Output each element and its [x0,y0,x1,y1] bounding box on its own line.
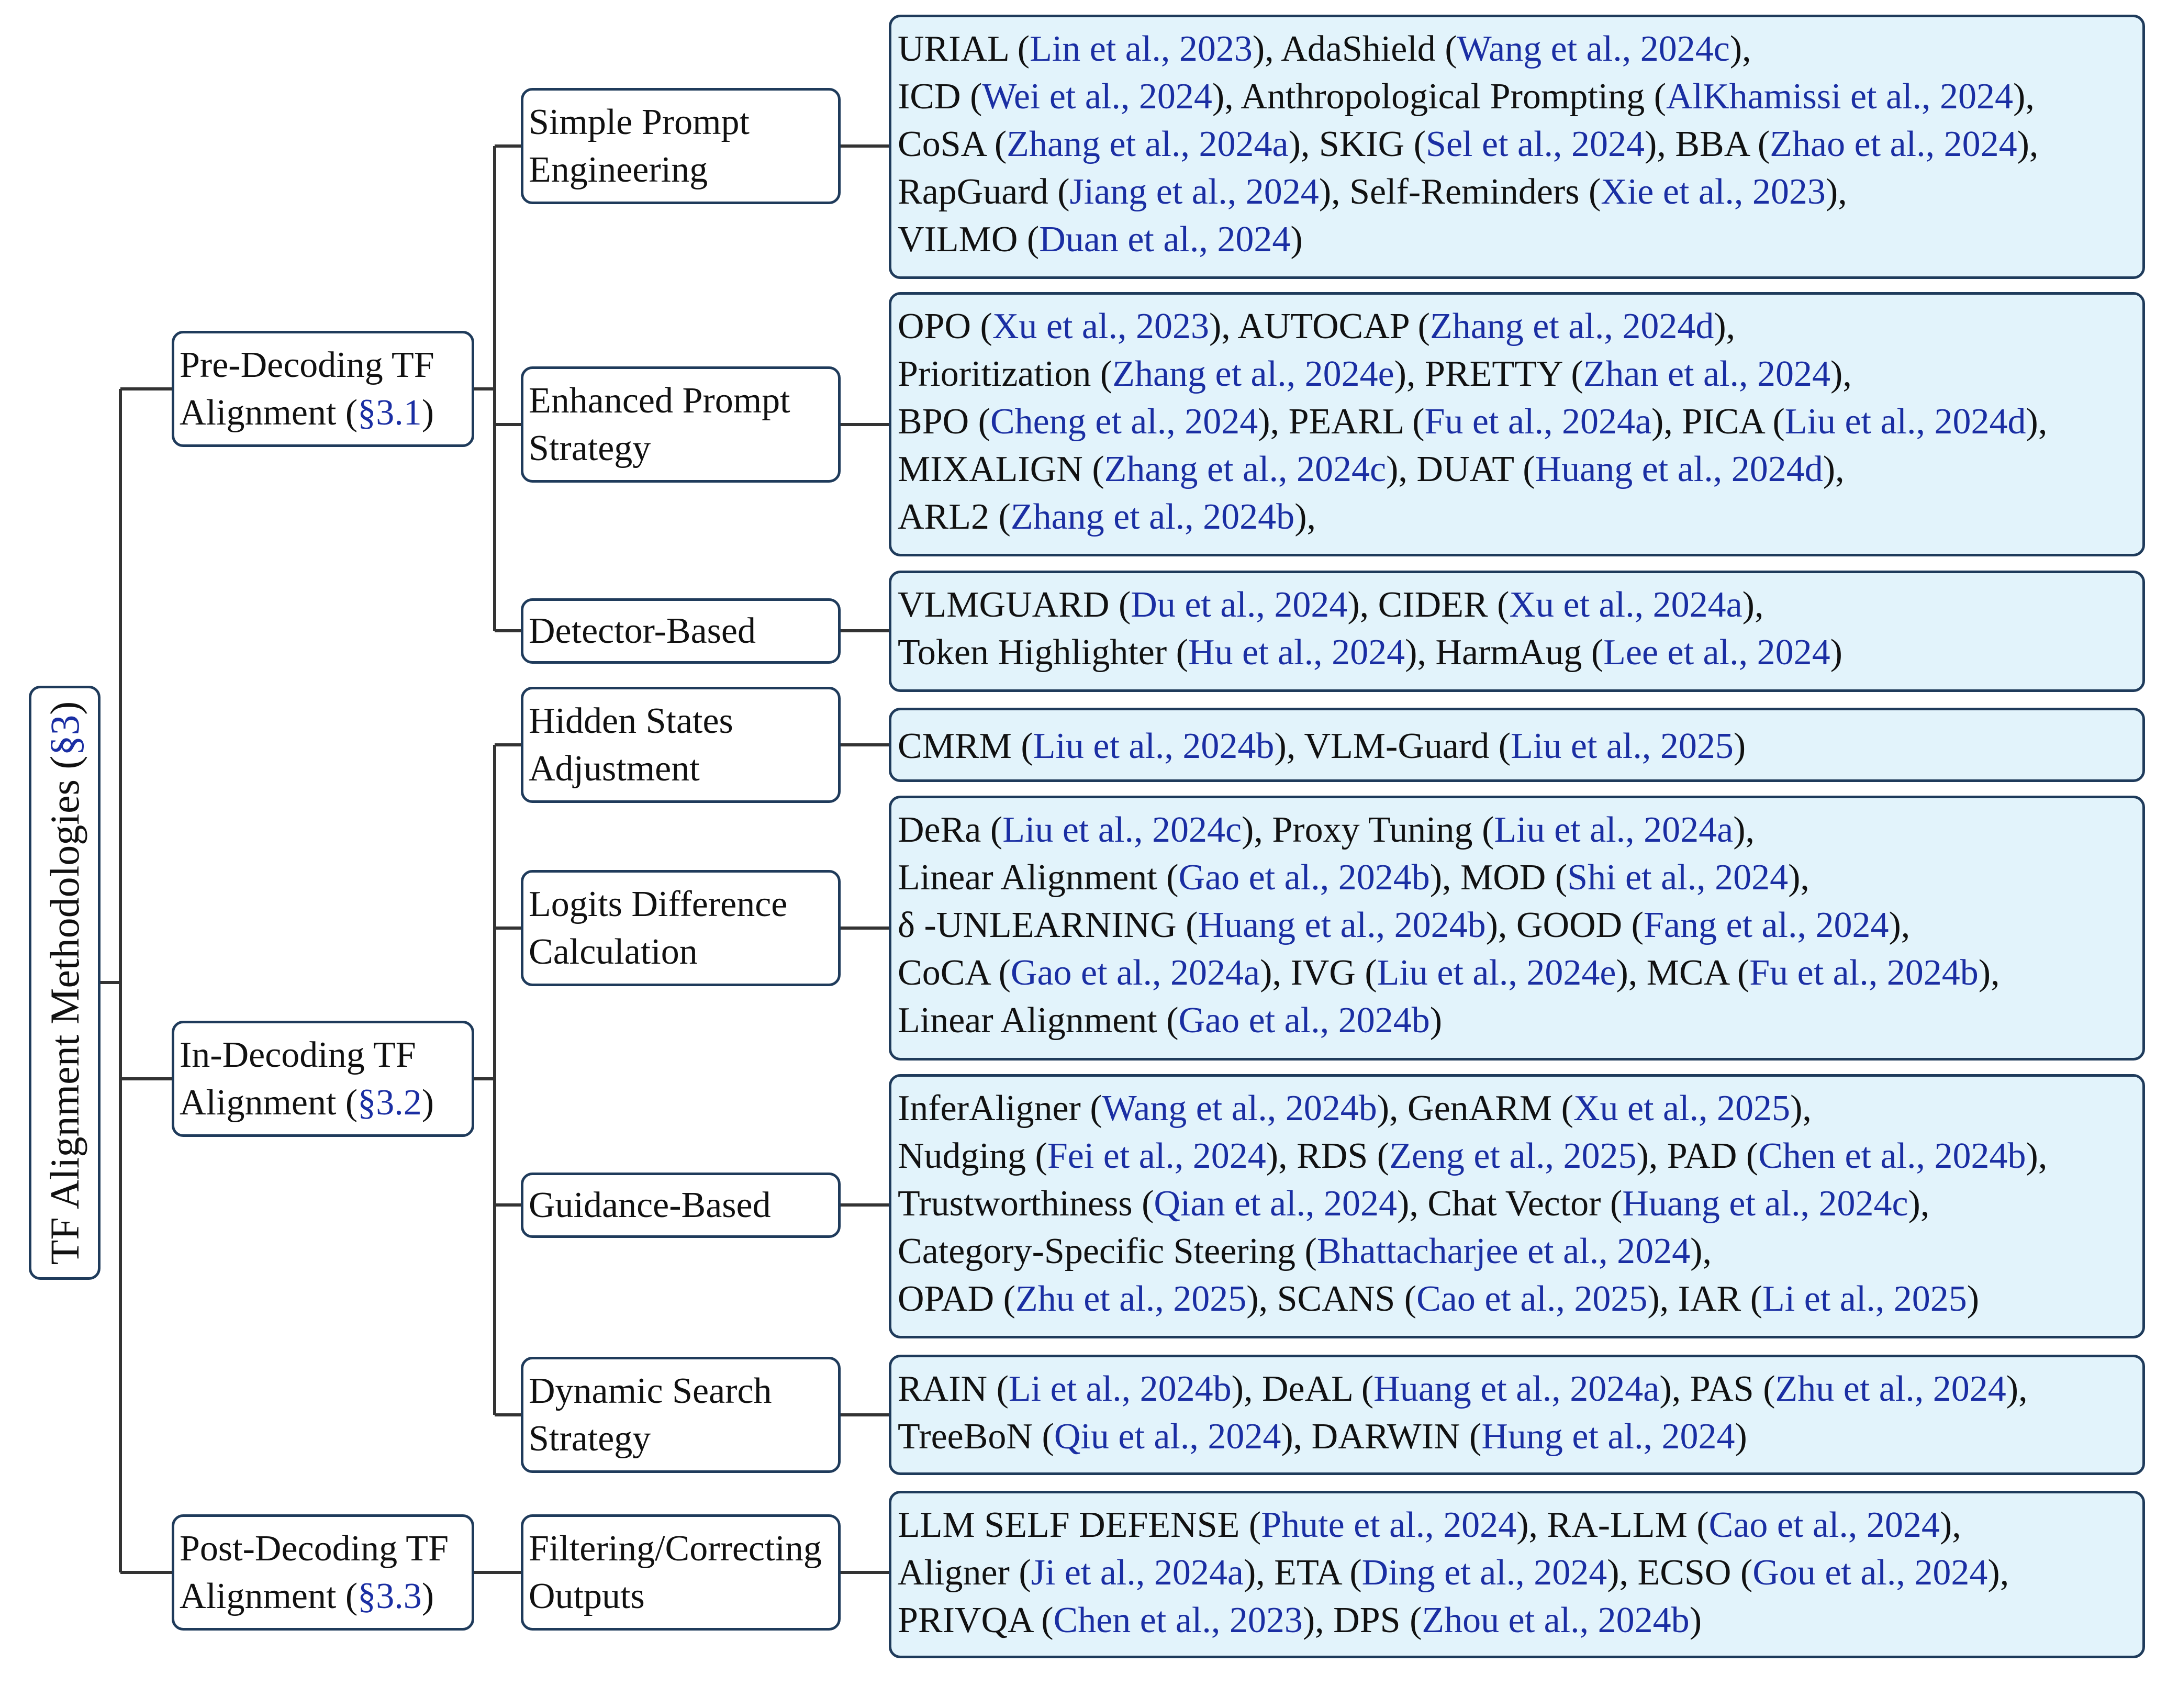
trailing-punctuation: , [1838,172,1847,212]
paper-list-logits-difference-calculation [889,796,2145,1060]
citation-link[interactable]: Gao et al., 2024a [1010,953,1260,993]
citation-link[interactable]: AlKhamissi et al., 2024 [1666,76,2014,117]
paper-list-line: OPAD (Zhu et al., 2025), SCANS (Cao et al., 2025), IAR (Li et al., 2025) [898,1279,1980,1319]
trailing-punctuation: , [1306,497,1316,537]
citation-link[interactable]: Phute et al., 2024 [1261,1505,1517,1545]
method-node-detector-based [521,598,841,664]
citation-link[interactable]: Zeng et al., 2025 [1389,1136,1637,1176]
method-name: PRETTY [1424,354,1562,394]
citation-link[interactable]: Wei et al., 2024 [982,76,1212,117]
paper-list-line: Category-Specific Steering (Bhattacharjee et al., 2024), [898,1231,1712,1271]
method-label-line1: Simple Prompt [529,102,750,142]
citation-link[interactable]: Du et al., 2024 [1131,585,1348,625]
paper-list-line: ARL2 (Zhang et al., 2024b), [898,497,1316,537]
method-label-line2: Adjustment [529,749,700,789]
paper-list-line: ICD (Wei et al., 2024), Anthropological Prompting (AlKhamissi et al., 2024), [898,76,2035,117]
paper-list-line: Aligner (Ji et al., 2024a), ETA (Ding et al., 2024), ECSO (Gou et al., 2024), [898,1553,2009,1593]
trailing-punctuation: , [1726,306,1736,347]
trailing-punctuation: , [1920,1184,1930,1224]
method-name: IVG [1290,953,1356,993]
method-name: SKIG [1319,124,1405,164]
citation-link[interactable]: Xu et al., 2025 [1573,1088,1791,1129]
trailing-punctuation: , [1702,1231,1712,1271]
citation-link[interactable]: Qiu et al., 2024 [1054,1416,1281,1457]
paper-list-line: PRIVQA (Chen et al., 2023), DPS (Zhou et al., 2024b) [898,1600,1702,1640]
citation-link[interactable]: Huang et al., 2024d [1535,449,1823,489]
citation-link[interactable]: Ding et al., 2024 [1361,1553,1607,1593]
paper-list-line: VILMO (Duan et al., 2024) [898,219,1303,260]
citation-link[interactable]: Fu et al., 2024b [1749,953,1979,993]
trailing-punctuation: , [2000,1553,2009,1593]
trailing-punctuation: , [2029,124,2039,164]
citation-link[interactable]: Fei et al., 2024 [1047,1136,1266,1176]
root-title: TF Alignment Methodologies ( [41,755,87,1265]
paper-list-hidden-states-adjustment [889,708,2145,782]
citation-link[interactable]: Cao et al., 2025 [1416,1279,1648,1319]
method-node-hidden-states-adjustment [521,687,841,803]
citation-link[interactable]: Lin et al., 2023 [1030,29,1253,69]
method-label-line2: Calculation [529,932,698,972]
stage-label-tail: ) [421,1082,434,1123]
method-label-line2: Engineering [529,150,708,190]
citation-link[interactable]: Zhang et al., 2024b [1010,497,1295,537]
method-name: δ -UNLEARNING [898,905,1177,945]
citation-link[interactable]: Duan et al., 2024 [1039,219,1291,260]
method-name: RA-LLM [1547,1505,1688,1545]
method-name: PEARL [1288,401,1403,442]
method-name: BPO [898,401,969,442]
method-name: ETA [1274,1553,1350,1593]
stage-section-ref[interactable]: §3.3 [358,1576,422,1616]
method-name: Aligner [898,1553,1010,1593]
method-node-simple-prompt-engineering [521,88,841,204]
method-label-line1: Guidance-Based [529,1185,771,1225]
method-name: CMRM [898,726,1021,766]
trailing-punctuation: , [1952,1505,1961,1545]
method-label-line1: Logits Difference [529,884,788,924]
method-label-line1: Enhanced Prompt [529,381,790,421]
stage-label-line2: Alignment ( [180,393,358,433]
method-name: Linear Alignment [898,857,1157,898]
paper-list-line: VLMGUARD (Du et al., 2024), CIDER (Xu et al., 2024a), [898,585,1764,625]
trailing-punctuation: , [1991,953,2000,993]
citation-link[interactable]: Liu et al., 2024d [1784,401,2026,442]
citation-link[interactable]: Liu et al., 2024e [1377,953,1616,993]
method-name: VLMGUARD [898,585,1119,625]
citation-link[interactable]: Ji et al., 2024a [1031,1553,1244,1593]
method-label-line1: Dynamic Search [529,1371,772,1411]
stage-node-in-decoding [172,1021,474,1137]
trailing-punctuation: , [1745,810,1755,850]
method-name: GenARM [1408,1088,1552,1129]
method-name: Chat Vector [1427,1184,1601,1224]
method-name: BBA [1675,124,1749,164]
stage-node-post-decoding [172,1514,474,1631]
citation-link[interactable]: Gao et al., 2024b [1178,1000,1430,1041]
method-name: MCA [1646,953,1728,993]
citation-link[interactable]: Chen et al., 2023 [1053,1600,1303,1640]
paper-list-line: Nudging (Fei et al., 2024), RDS (Zeng et al., 2025), PAD (Chen et al., 2024b), [898,1136,2048,1176]
citation-link[interactable]: Gou et al., 2024 [1752,1553,1988,1593]
method-name: RDS [1297,1136,1368,1176]
paper-list-line: CMRM (Liu et al., 2024b), VLM-Guard (Liu et al., 2025) [898,726,1746,766]
citation-link[interactable]: Zhu et al., 2024 [1775,1369,2006,1409]
paper-list-guidance-based [889,1074,2145,1338]
paper-list-detector-based [889,571,2145,692]
trailing-punctuation: , [1842,354,1852,394]
method-name: RAIN [898,1369,988,1409]
citation-link[interactable]: Hu et al., 2024 [1188,632,1405,673]
method-name: MOD [1460,857,1546,898]
method-name: VLM-Guard [1304,726,1490,766]
root-section-ref[interactable]: §3 [41,715,87,756]
paper-list-line: Prioritization (Zhang et al., 2024e), PRETTY (Zhan et al., 2024), [898,354,1852,394]
citation-link[interactable]: Chen et al., 2024b [1758,1136,2026,1176]
method-label-line2: Strategy [529,1419,651,1459]
method-name: ECSO [1637,1553,1732,1593]
method-name: Linear Alignment [898,1000,1157,1041]
method-node-dynamic-search-strategy [521,1357,841,1473]
citation-link[interactable]: Cao et al., 2024 [1708,1505,1940,1545]
method-name: Category-Specific Steering [898,1231,1296,1271]
citation-link[interactable]: Zhu et al., 2025 [1015,1279,1247,1319]
citation-link[interactable]: Zhan et al., 2024 [1583,354,1830,394]
trailing-punctuation: , [1835,449,1845,489]
citation-link[interactable]: Zhang et al., 2024e [1112,354,1394,394]
method-name: OPO [898,306,971,347]
method-name: TreeBoN [898,1416,1033,1457]
citation-link[interactable]: Wang et al., 2024c [1457,29,1730,69]
paper-list-line: Trustworthiness (Qian et al., 2024), Chat Vector (Huang et al., 2024c), [898,1184,1930,1224]
paper-list-line: MIXALIGN (Zhang et al., 2024c), DUAT (Huang et al., 2024d), [898,449,1845,489]
method-name: Nudging [898,1136,1026,1176]
root-node [29,686,100,1280]
method-name: DUAT [1416,449,1514,489]
trailing-punctuation: , [2038,401,2048,442]
paper-list-line: δ -UNLEARNING (Huang et al., 2024b), GOOD (Fang et al., 2024), [898,905,1911,945]
method-name: Self-Reminders [1349,172,1580,212]
method-name: InferAligner [898,1088,1081,1129]
method-label-line2: Outputs [529,1576,645,1616]
method-name: AUTOCAP [1237,306,1409,347]
trailing-punctuation: , [2018,1369,2028,1409]
method-name: DARWIN [1311,1416,1460,1457]
trailing-punctuation: , [1742,29,1751,69]
citation-link[interactable]: Zhang et al., 2024d [1429,306,1714,347]
method-name: IAR [1678,1279,1741,1319]
paper-list-line: InferAligner (Wang et al., 2024b), GenARM (Xu et al., 2025), [898,1088,1812,1129]
paper-list-filtering-correcting-outputs [889,1491,2145,1658]
citation-link[interactable]: Huang et al., 2024c [1622,1184,1908,1224]
method-name: Prioritization [898,354,1091,394]
trailing-punctuation: , [2038,1136,2048,1176]
paper-list-line: Linear Alignment (Gao et al., 2024b), MOD (Shi et al., 2024), [898,857,1809,898]
paper-list-line: TreeBoN (Qiu et al., 2024), DARWIN (Hung et al., 2024) [898,1416,1747,1457]
root-label [41,701,88,1265]
paper-list-line: URIAL (Lin et al., 2023), AdaShield (Wang et al., 2024c), [898,29,1751,69]
method-name: SCANS [1277,1279,1395,1319]
citation-link[interactable]: Liu et al., 2024b [1033,726,1275,766]
method-name: DeAL [1261,1369,1353,1409]
paper-list-line: BPO (Cheng et al., 2024), PEARL (Fu et al., 2024a), PICA (Liu et al., 2024d), [898,401,2048,442]
citation-link[interactable]: Zhao et al., 2024 [1770,124,2017,164]
citation-link[interactable]: Hung et al., 2024 [1481,1416,1735,1457]
method-name: CoSA [898,124,986,164]
citation-link[interactable]: Fang et al., 2024 [1643,905,1889,945]
method-name: ARL2 [898,497,989,537]
stage-section-ref[interactable]: §3.1 [358,393,422,433]
stage-label-tail: ) [421,393,434,433]
stage-label-line2: Alignment ( [180,1082,358,1123]
method-label-line1: Detector-Based [529,611,756,651]
method-label-line1: Hidden States [529,701,733,741]
method-name: HarmAug [1435,632,1582,673]
paper-list-line: CoSA (Zhang et al., 2024a), SKIG (Sel et al., 2024), BBA (Zhao et al., 2024), [898,124,2039,164]
stage-node-pre-decoding [172,331,474,447]
citation-link[interactable]: Lee et al., 2024 [1603,632,1830,673]
citation-link[interactable]: Xu et al., 2024a [1509,585,1742,625]
method-name: ICD [898,76,961,117]
method-name: MIXALIGN [898,449,1083,489]
citation-link[interactable]: Wang et al., 2024b [1102,1088,1377,1129]
citation-link[interactable]: Jiang et al., 2024 [1069,172,1319,212]
paper-list-line: DeRa (Liu et al., 2024c), Proxy Tuning (Liu et al., 2024a), [898,810,1755,850]
method-name: PAD [1667,1136,1737,1176]
trailing-punctuation: , [1800,857,1809,898]
stage-label-tail: ) [421,1576,434,1616]
method-name: LLM SELF DEFENSE [898,1505,1240,1545]
paper-list-simple-prompt-engineering [889,15,2145,279]
method-label-line2: Strategy [529,428,651,468]
citation-link[interactable]: Fu et al., 2024a [1424,401,1652,442]
citation-link[interactable]: Sel et al., 2024 [1426,124,1645,164]
citation-link[interactable]: Bhattacharjee et al., 2024 [1316,1231,1691,1271]
paper-list-enhanced-prompt-strategy [889,292,2145,556]
method-node-filtering-correcting-outputs [521,1514,841,1631]
citation-link[interactable]: Qian et al., 2024 [1154,1184,1398,1224]
citation-link[interactable]: Xie et al., 2023 [1601,172,1826,212]
citation-link[interactable]: Liu et al., 2025 [1511,726,1734,766]
paper-list-line: Token Highlighter (Hu et al., 2024), HarmAug (Lee et al., 2024) [898,632,1842,673]
method-name: GOOD [1516,905,1623,945]
trailing-punctuation: , [1802,1088,1812,1129]
paper-list-line: LLM SELF DEFENSE (Phute et al., 2024), RA-LLM (Cao et al., 2024), [898,1505,1961,1545]
method-name: DPS [1333,1600,1401,1640]
citation-link[interactable]: Shi et al., 2024 [1567,857,1789,898]
method-name: RapGuard [898,172,1048,212]
method-name: DeRa [898,810,981,850]
method-name: Proxy Tuning [1272,810,1473,850]
method-name: PICA [1682,401,1763,442]
method-name: OPAD [898,1279,995,1319]
method-name: Anthropological Prompting [1241,76,1645,117]
citation-link[interactable]: Cheng et al., 2024 [990,401,1258,442]
stage-label-line1: Pre-Decoding TF [180,345,434,385]
method-name: AdaShield [1281,29,1445,69]
method-label-line1: Filtering/Correcting [529,1528,822,1569]
method-name: PAS [1690,1369,1754,1409]
citation-link[interactable]: Huang et al., 2024b [1198,905,1486,945]
trailing-punctuation: , [2025,76,2035,117]
citation-link[interactable]: Liu et al., 2024c [1002,810,1242,850]
paper-list-line: CoCA (Gao et al., 2024a), IVG (Liu et al., 2024e), MCA (Fu et al., 2024b), [898,953,2000,993]
method-name: CoCA [898,953,990,993]
citation-link[interactable]: Huang et al., 2024a [1373,1369,1660,1409]
paper-list-line: RAIN (Li et al., 2024b), DeAL (Huang et al., 2024a), PAS (Zhu et al., 2024), [898,1369,2028,1409]
citation-link[interactable]: Liu et al., 2024a [1494,810,1734,850]
stage-section-ref[interactable]: §3.2 [358,1082,422,1123]
stage-label-line1: In-Decoding TF [180,1035,416,1075]
citation-link[interactable]: Li et al., 2024b [1008,1369,1232,1409]
method-name: PRIVQA [898,1600,1032,1640]
citation-link[interactable]: Gao et al., 2024b [1178,857,1430,898]
trailing-punctuation: , [1754,585,1764,625]
method-node-guidance-based [521,1173,841,1238]
root-title-tail: ) [41,701,87,715]
stage-label-line2: Alignment ( [180,1576,358,1616]
method-name: Token Highlighter [898,632,1167,673]
method-name: VILMO [898,219,1018,260]
citation-link[interactable]: Zhang et al., 2024a [1007,124,1289,164]
citation-link[interactable]: Xu et al., 2023 [992,306,1209,347]
method-node-enhanced-prompt-strategy [521,366,841,483]
trailing-punctuation: , [1901,905,1911,945]
method-name: CIDER [1378,585,1488,625]
citation-link[interactable]: Li et al., 2025 [1762,1279,1967,1319]
paper-list-line: Linear Alignment (Gao et al., 2024b) [898,1000,1442,1041]
citation-link[interactable]: Zhou et al., 2024b [1422,1600,1690,1640]
stage-label-line1: Post-Decoding TF [180,1528,449,1569]
method-name: URIAL [898,29,1009,69]
method-node-logits-difference-calculation [521,870,841,986]
paper-list-line: OPO (Xu et al., 2023), AUTOCAP (Zhang et al., 2024d), [898,306,1736,347]
method-name: Trustworthiness [898,1184,1133,1224]
paper-list-dynamic-search-strategy [889,1355,2145,1475]
paper-list-line: RapGuard (Jiang et al., 2024), Self-Reminders (Xie et al., 2023), [898,172,1847,212]
citation-link[interactable]: Zhang et al., 2024c [1104,449,1387,489]
